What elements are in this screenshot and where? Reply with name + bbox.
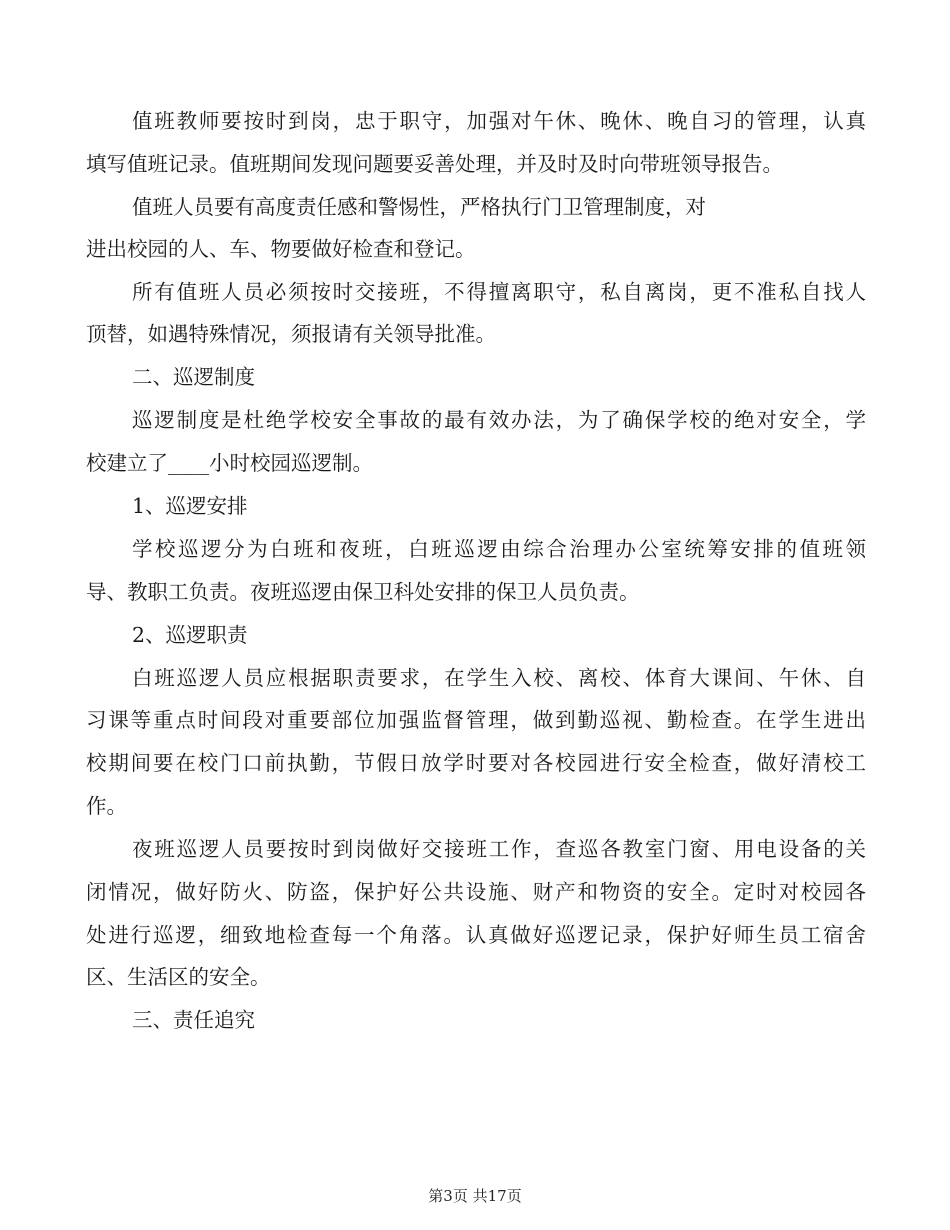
paragraph-arrangement-line-2: 导、教职工负责。夜班巡逻由保卫科处安排的保卫人员负责。 [86, 580, 640, 604]
paragraph-duty-teacher-line-1: 值班教师要按时到岗，忠于职守，加强对午休、晚休、晚自习的管理，认真 [132, 109, 866, 133]
paragraph-arrangement-line-1: 学校巡逻分为白班和夜班，白班巡逻由综合治理办公室统筹安排的值班领 [132, 537, 866, 561]
paragraph-patrol-intro-line-1: 巡逻制度是杜绝学校安全事故的最有效办法，为了确保学校的绝对安全，学 [132, 408, 866, 432]
section-heading-patrol: 二、巡逻制度 [132, 365, 255, 389]
paragraph-duty-teacher-line-2: 填写值班记录。值班期间发现问题要妥善处理，并及时及时向带班领导报告。 [86, 152, 783, 176]
subsection-heading-arrangement: 1、巡逻安排 [132, 494, 248, 518]
paragraph-duty-staff-line-2: 进出校园的人、车、物要做好检查和登记。 [86, 237, 476, 261]
paragraph-day-patrol-line-2: 习课等重点时间段对重要部位加强监督管理，做到勤巡视、勤检查。在学生进出 [86, 708, 866, 732]
paragraph-duty-staff-line-1: 值班人员要有高度责任感和警惕性，严格执行门卫管理制度，对 [132, 195, 706, 219]
paragraph-night-patrol-line-2: 闭情况，做好防火、防盗，保护好公共设施、财产和物资的安全。定时对校园各 [86, 880, 866, 904]
paragraph-patrol-intro-line-2: 校建立了____小时校园巡逻制。 [86, 451, 373, 475]
paragraph-day-patrol-line-3: 校期间要在校门口前执勤，节假日放学时要对各校园进行安全检查，做好清校工 [86, 751, 866, 775]
paragraph-day-patrol-line-4: 作。 [86, 794, 127, 818]
paragraph-night-patrol-line-4: 区、生活区的安全。 [86, 965, 271, 989]
page-number-footer: 第3页 共17页 [428, 1187, 522, 1205]
paragraph-night-patrol-line-3: 处进行巡逻，细致地检查每一个角落。认真做好巡逻记录，保护好师生员工宿舍 [86, 923, 866, 947]
paragraph-day-patrol-line-1: 白班巡逻人员应根据职责要求，在学生入校、离校、体育大课间、午休、自 [132, 666, 866, 690]
subsection-heading-duties: 2、巡逻职责 [132, 623, 248, 647]
paragraph-handover-line-1: 所有值班人员必须按时交接班，不得擅离职守，私自离岗，更不准私自找人 [132, 280, 866, 304]
section-heading-liability: 三、责任追究 [132, 1008, 255, 1032]
paragraph-night-patrol-line-1: 夜班巡逻人员要按时到岗做好交接班工作，查巡各教室门窗、用电设备的关 [132, 837, 866, 861]
paragraph-handover-line-2: 顶替，如遇特殊情况，须报请有关领导批准。 [86, 322, 496, 346]
